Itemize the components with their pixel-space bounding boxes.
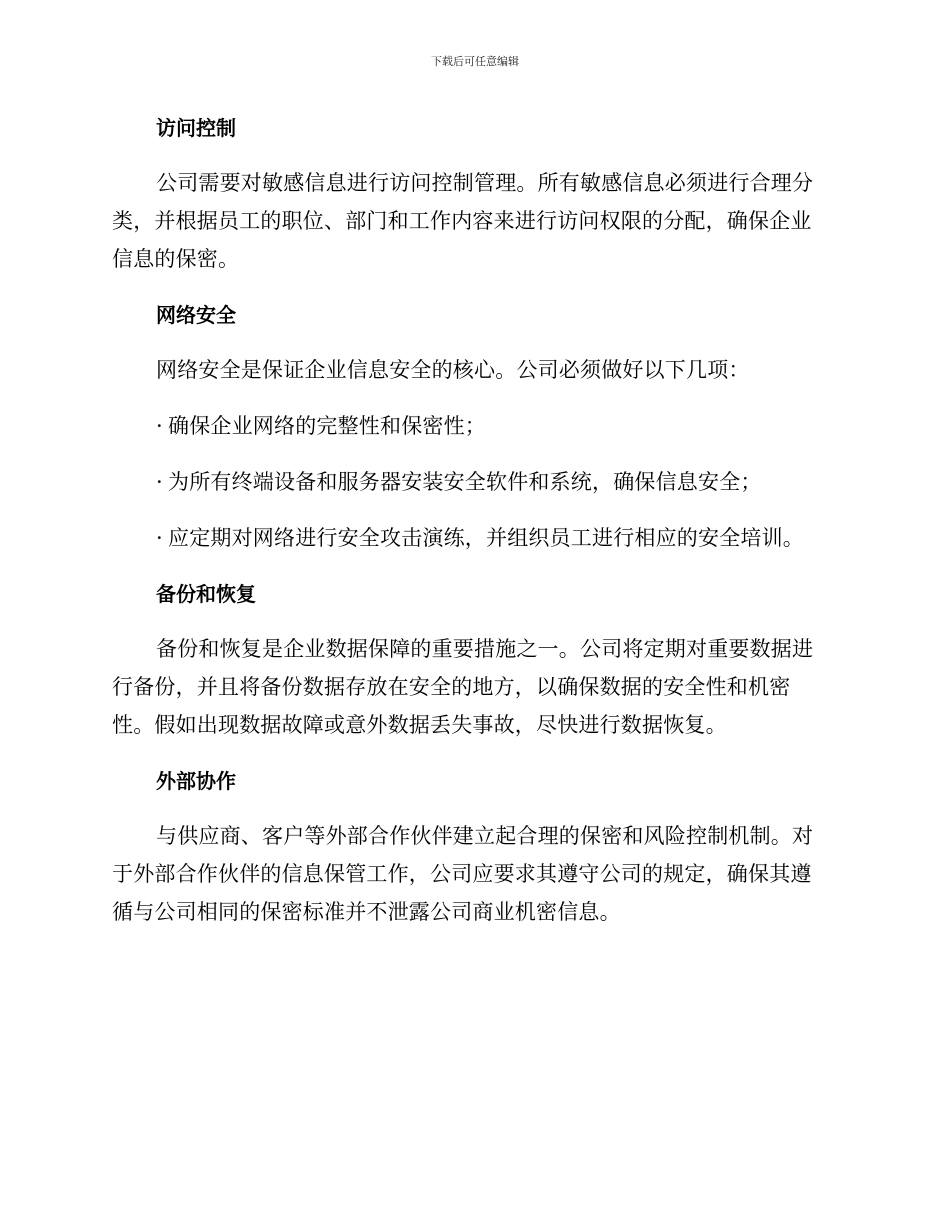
bullet-marker: · (156, 470, 163, 494)
bullet-text: 确保企业网络的完整性和保密性； (168, 414, 486, 438)
bullet-marker: · (156, 526, 163, 550)
bullet-item (112, 519, 832, 557)
bullet-item (112, 407, 832, 445)
bullet-text: 应定期对网络进行安全攻击演练，并组织员工进行相应的安全培训。 (168, 526, 804, 550)
section-title-access-control: 访问控制 (156, 116, 236, 140)
section-paragraph-backup-recovery: 备份和恢复是企业数据保障的重要措施之一。公司将定期对重要数据进行备份，并且将备份数据存放在安全的地方，以确保数据的安全性和机密性。假如出现数据故障或意外数据丢失事故，尽快进行数据恢复。 (112, 637, 814, 737)
bullet-marker: · (156, 414, 163, 438)
section-paragraph-access-control: 公司需要对敏感信息进行访问控制管理。所有敏感信息必须进行合理分类，并根据员工的职位、部门和工作内容来进行访问权限的分配，确保企业信息的保密。 (112, 171, 814, 271)
section-paragraph-external-cooperation: 与供应商、客户等外部合作伙伴建立起合理的保密和风险控制机制。对于外部合作伙伴的信息保管工作，公司应要求其遵守公司的规定，确保其遵循与公司相同的保密标准并不泄露公司商业机密信息。 (112, 824, 814, 924)
bullet-item (112, 463, 832, 501)
bullet-text: 为所有终端设备和服务器安装安全软件和系统，确保信息安全； (168, 470, 762, 494)
page-header: 下载后可任意编辑 (431, 55, 519, 68)
section-paragraph-network-security: 网络安全是保证企业信息安全的核心。公司必须做好以下几项： (156, 358, 750, 382)
section-title-backup-recovery: 备份和恢复 (156, 582, 256, 606)
document-body (112, 109, 832, 931)
section-title-network-security: 网络安全 (156, 303, 236, 327)
section-title-external-cooperation: 外部协作 (156, 769, 236, 793)
